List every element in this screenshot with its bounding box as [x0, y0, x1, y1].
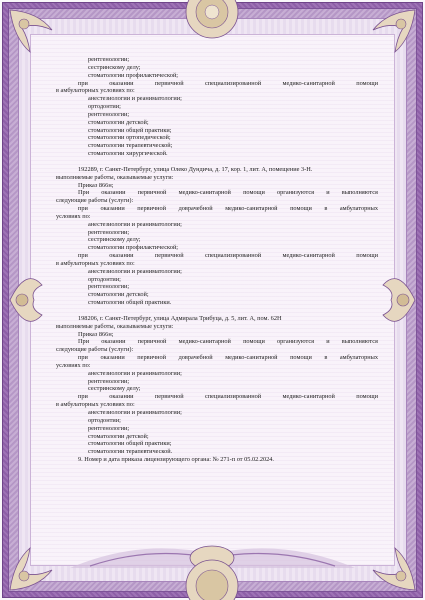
word: оказании: [109, 393, 134, 401]
word: доврачебной: [178, 205, 213, 213]
address-line: 198206, г. Санкт-Петербург, улица Адмирала Трибуца, д. 5, лит. А, пом. 62Н: [78, 314, 282, 322]
list-item: анестезиологии и реаниматологии;: [88, 220, 182, 228]
service-list: [56, 370, 378, 394]
word: оказании: [100, 354, 125, 362]
word: выполняются: [341, 338, 378, 346]
word: первичной: [137, 338, 167, 346]
list-item: рентгенологии;: [88, 424, 130, 432]
word: помощи: [243, 189, 265, 197]
list-item: стоматологии общей практики;: [88, 126, 172, 134]
word: помощи: [243, 338, 265, 346]
word: организуются: [276, 189, 315, 197]
word: медико-санитарной: [282, 79, 335, 87]
side-ornament-icon: [8, 265, 46, 335]
word: выполняются: [341, 189, 378, 197]
list-item: стоматологии терапевтической.: [88, 448, 173, 456]
word: организуются: [276, 338, 315, 346]
footer-order-line: 9. Номер и дата приказа лицензирующего органа: № 271-п от 05.02.2024.: [78, 456, 275, 464]
justified-line: [56, 393, 378, 401]
word: доврачебной: [178, 354, 213, 362]
works-label: выполняемые работы, оказываемые услуги:: [56, 173, 174, 181]
list-item: рентгенологии;: [88, 110, 130, 118]
word: оказании: [109, 79, 134, 87]
word: амбулаторных: [339, 354, 378, 362]
paragraph-continuation: следующие работы (услуги):: [56, 346, 134, 354]
license-appendix-text: [56, 56, 378, 464]
word: медико-санитарной: [178, 189, 231, 197]
word: и: [326, 338, 330, 346]
word: первичной: [137, 189, 167, 197]
list-item: анестезиологии и реаниматологии;: [88, 267, 182, 275]
word: первичной: [137, 205, 167, 213]
list-item: рентгенологии;: [88, 377, 130, 385]
justified-line: [56, 338, 378, 346]
word: первичной: [154, 393, 184, 401]
list-item: ортодонтии;: [88, 416, 121, 424]
paragraph-continuation: в амбулаторных условиях по:: [56, 259, 135, 267]
word: первичной: [154, 252, 184, 260]
word: при: [78, 393, 88, 401]
justified-line: [56, 354, 378, 362]
word: При: [78, 189, 90, 197]
word: оказании: [101, 338, 126, 346]
list-item: стоматологии общей практики;: [88, 440, 172, 448]
justified-line: [56, 205, 378, 213]
service-list: [56, 268, 378, 307]
list-item: стоматологии профилактической;: [88, 244, 179, 252]
word: при: [78, 205, 88, 213]
list-item: рентгенологии;: [88, 56, 130, 63]
rosette-ornament-icon: [182, 556, 242, 600]
list-item: ортодонтии;: [88, 103, 121, 111]
list-item: стоматологии детской;: [88, 118, 149, 126]
list-item: стоматологии ортопедической;: [88, 134, 171, 142]
list-item: стоматологии детской;: [88, 432, 149, 440]
list-item: ортодонтии;: [88, 275, 121, 283]
paragraph-continuation: следующие работы (услуги):: [56, 197, 134, 205]
list-item: сестринскому делу;: [88, 63, 141, 71]
word: при: [78, 252, 88, 260]
word: помощи: [356, 79, 378, 87]
word: в: [324, 354, 328, 362]
justified-line: [56, 252, 378, 260]
side-ornament-icon: [379, 265, 417, 335]
paragraph-continuation: условиях по:: [56, 212, 91, 220]
justified-line: [56, 80, 378, 88]
list-item: сестринскому делу;: [88, 385, 141, 393]
order-reference: Приказ 866н;: [78, 330, 114, 338]
corner-ornament-icon: [371, 546, 417, 592]
paragraph-continuation: в амбулаторных условиях по:: [56, 87, 135, 95]
list-item: рентгенологии;: [88, 228, 130, 236]
word: оказании: [109, 252, 134, 260]
paragraph-continuation: условиях по:: [56, 361, 91, 369]
works-label: выполняемые работы, оказываемые услуги:: [56, 322, 174, 330]
paragraph-continuation: в амбулаторных условиях по:: [56, 401, 135, 409]
corner-ornament-icon: [8, 546, 54, 592]
word: медико-санитарной: [282, 393, 335, 401]
list-item: анестезиологии и реаниматологии;: [88, 369, 182, 377]
word: и: [326, 189, 330, 197]
word: помощи: [356, 393, 378, 401]
word: медико-санитарной: [225, 205, 278, 213]
service-list: [56, 221, 378, 252]
corner-ornament-icon: [371, 8, 417, 54]
list-item: рентгенологии;: [88, 283, 130, 291]
word: первичной: [137, 354, 167, 362]
corner-ornament-icon: [8, 8, 54, 54]
service-list: [56, 409, 378, 456]
justified-line: [56, 189, 378, 197]
word: оказании: [101, 189, 126, 197]
word: при: [78, 79, 88, 87]
rosette-ornament-icon: [182, 0, 242, 42]
word: амбулаторных: [339, 205, 378, 213]
list-item: стоматологии терапевтической;: [88, 142, 173, 150]
word: при: [78, 354, 88, 362]
word: помощи: [290, 205, 312, 213]
word: медико-санитарной: [282, 252, 335, 260]
address-line: 192289, г. Санкт-Петербург, улица Олеко Дундича, д. 17, кор. 1, лит. А, помещение 3-Н.: [78, 165, 313, 173]
list-item: стоматологии общей практики.: [88, 299, 172, 307]
word: оказании: [100, 205, 125, 213]
word: специализированной: [205, 252, 262, 260]
list-item: стоматологии детской;: [88, 291, 149, 299]
list-item: анестезиологии и реаниматологии;: [88, 95, 182, 103]
list-item: сестринскому делу;: [88, 236, 141, 244]
service-list: [56, 95, 378, 158]
word: медико-санитарной: [225, 354, 278, 362]
word: помощи: [290, 354, 312, 362]
order-reference: Приказ 866н;: [78, 181, 114, 189]
list-item: стоматологии профилактической;: [88, 71, 179, 79]
list-item: стоматологии хирургической.: [88, 150, 168, 158]
word: в: [324, 205, 328, 213]
word: специализированной: [205, 79, 262, 87]
word: При: [78, 338, 90, 346]
word: медико-санитарной: [178, 338, 231, 346]
word: первичной: [154, 79, 184, 87]
list-item: анестезиологии и реаниматологии;: [88, 408, 182, 416]
word: специализированной: [205, 393, 262, 401]
word: помощи: [356, 252, 378, 260]
